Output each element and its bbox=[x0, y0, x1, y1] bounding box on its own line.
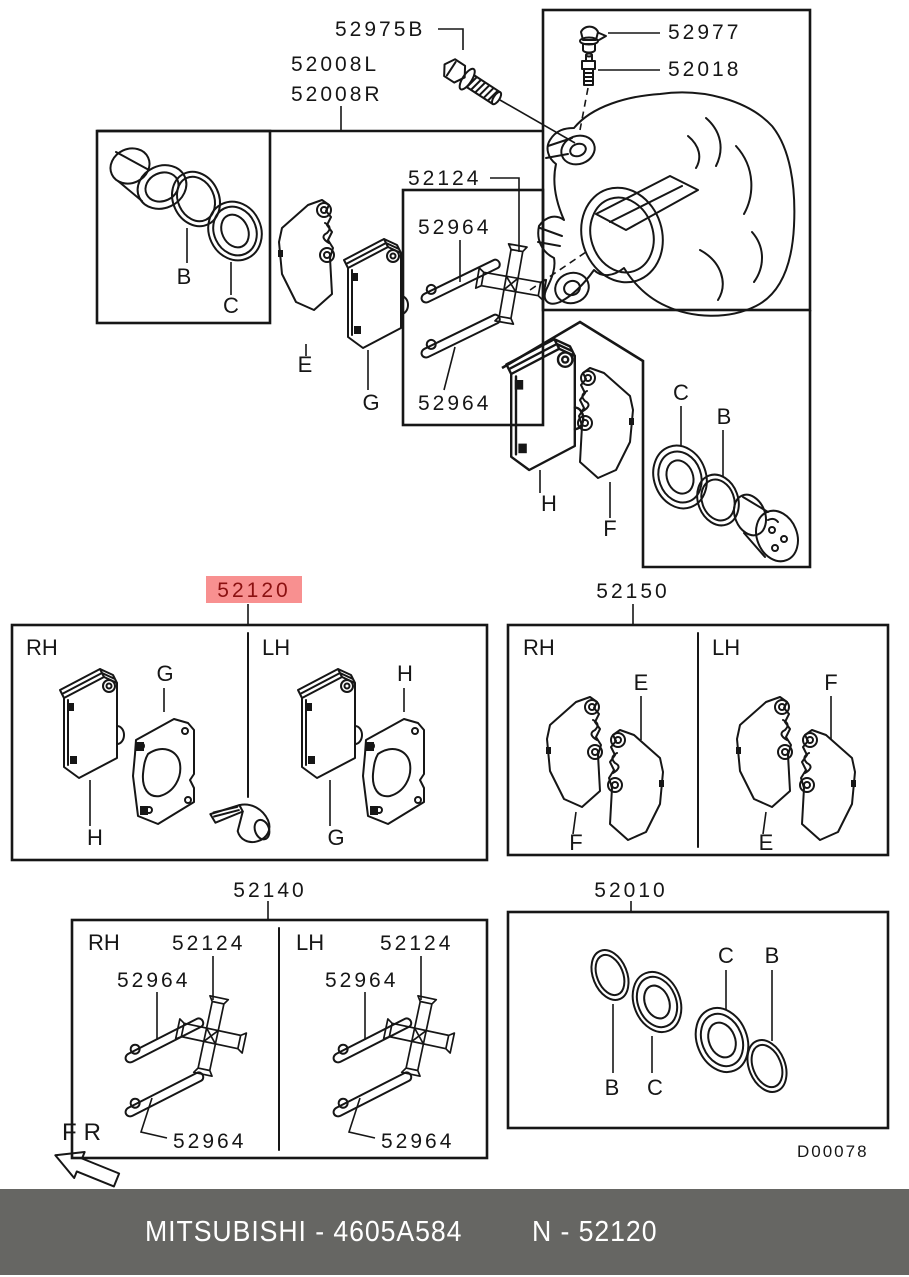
part-label-52008r[interactable]: 52008R bbox=[291, 83, 383, 106]
leader-52964-b bbox=[444, 347, 455, 390]
part-label-52120[interactable]: 52120 bbox=[217, 579, 291, 602]
boot-c-drawing bbox=[199, 193, 271, 269]
lh-label-3: LH bbox=[296, 930, 325, 955]
pad-seal-notched-group bbox=[502, 310, 810, 568]
footer-brand-part: MITSUBISHI - 4605A584 bbox=[145, 1215, 463, 1248]
letter-h-lh: H bbox=[397, 661, 413, 686]
rh-label-2: RH bbox=[523, 635, 555, 660]
part-label-52977[interactable]: 52977 bbox=[668, 21, 742, 44]
rh-label-1: RH bbox=[26, 635, 58, 660]
part-label-52964-a[interactable]: 52964 bbox=[418, 216, 492, 239]
letter-c2: C bbox=[673, 380, 689, 405]
letter-c-kit2: C bbox=[718, 943, 734, 968]
part-label-52964-b[interactable]: 52964 bbox=[418, 392, 492, 415]
letter-h: H bbox=[541, 491, 557, 516]
letter-e-rh: E bbox=[633, 670, 649, 695]
letter-g: G bbox=[362, 390, 380, 415]
letter-c-kit1: C bbox=[647, 1075, 663, 1100]
boot-c2k-drawing bbox=[686, 1000, 757, 1080]
lh-label-2: LH bbox=[712, 635, 741, 660]
piston-box bbox=[97, 131, 270, 323]
part-label-52008l[interactable]: 52008L bbox=[291, 53, 380, 76]
letter-g-rh: G bbox=[156, 661, 174, 686]
pad-g-upper bbox=[344, 239, 408, 348]
part-label-52018[interactable]: 52018 bbox=[668, 58, 742, 81]
footer-bar bbox=[0, 1189, 909, 1275]
letter-b-kit1: B bbox=[604, 1075, 620, 1100]
letter-f-lh: F bbox=[824, 670, 838, 695]
fr-arrow-icon bbox=[50, 1142, 122, 1193]
part-label-52140[interactable]: 52140 bbox=[233, 879, 307, 902]
caliper-box-group bbox=[538, 10, 810, 316]
fr-label: FR bbox=[62, 1119, 108, 1146]
lh-label-1: LH bbox=[262, 635, 291, 660]
leader-bolt-to-caliper bbox=[500, 100, 575, 143]
seal-b1-drawing bbox=[584, 945, 635, 1006]
letter-e: E bbox=[297, 352, 313, 377]
part-label-52124-lh[interactable]: 52124 bbox=[380, 932, 454, 955]
leader-52975b bbox=[438, 29, 463, 50]
leader-bleeder-to-caliper bbox=[580, 88, 588, 130]
cap-52977-drawing bbox=[580, 27, 606, 53]
bleeder-52018-drawing bbox=[582, 54, 595, 86]
part-label-52964-rh1[interactable]: 52964 bbox=[117, 969, 191, 992]
part-label-52975b[interactable]: 52975B bbox=[335, 18, 426, 41]
diagram-ref: D00078 bbox=[797, 1142, 869, 1161]
brake-caliper-drawing bbox=[538, 92, 794, 315]
part-label-52964-lh2[interactable]: 52964 bbox=[381, 1130, 455, 1153]
dash-clip-to-caliper bbox=[530, 252, 586, 290]
letter-f-rh: F bbox=[569, 830, 583, 855]
part-label-52964-rh2[interactable]: 52964 bbox=[173, 1130, 247, 1153]
letter-b2: B bbox=[716, 404, 732, 429]
guide-bolt-drawing bbox=[438, 54, 506, 110]
part-label-52964-lh1[interactable]: 52964 bbox=[325, 969, 399, 992]
letter-c: C bbox=[223, 293, 239, 318]
letter-f: F bbox=[603, 516, 617, 541]
caliper-box bbox=[543, 10, 810, 310]
letter-g-lh: G bbox=[327, 825, 345, 850]
boot-c1-drawing bbox=[624, 965, 690, 1040]
pad-kit-box-group bbox=[12, 625, 487, 860]
letter-b: B bbox=[176, 264, 192, 289]
part-label-52124-top[interactable]: 52124 bbox=[408, 167, 482, 190]
pad-kit-box bbox=[12, 625, 487, 860]
letter-h-rh: H bbox=[87, 825, 103, 850]
kit-labels bbox=[206, 576, 670, 624]
rh-label-3: RH bbox=[88, 930, 120, 955]
hardware-kit-box-group bbox=[72, 920, 487, 1158]
shim-kit-box-group bbox=[508, 625, 888, 855]
letter-b-kit2: B bbox=[764, 943, 780, 968]
bolt-group bbox=[291, 18, 575, 143]
fr-direction-group bbox=[50, 1119, 122, 1193]
footer-part-number: N - 52120 bbox=[531, 1215, 658, 1248]
seal-kit-box-group bbox=[508, 912, 888, 1128]
part-label-52150[interactable]: 52150 bbox=[596, 580, 670, 603]
piston2-drawing bbox=[728, 490, 805, 568]
shim-e-upper bbox=[278, 200, 334, 310]
part-label-52010[interactable]: 52010 bbox=[594, 879, 668, 902]
part-label-52124-rh[interactable]: 52124 bbox=[172, 932, 246, 955]
letter-e-lh: E bbox=[758, 830, 774, 855]
